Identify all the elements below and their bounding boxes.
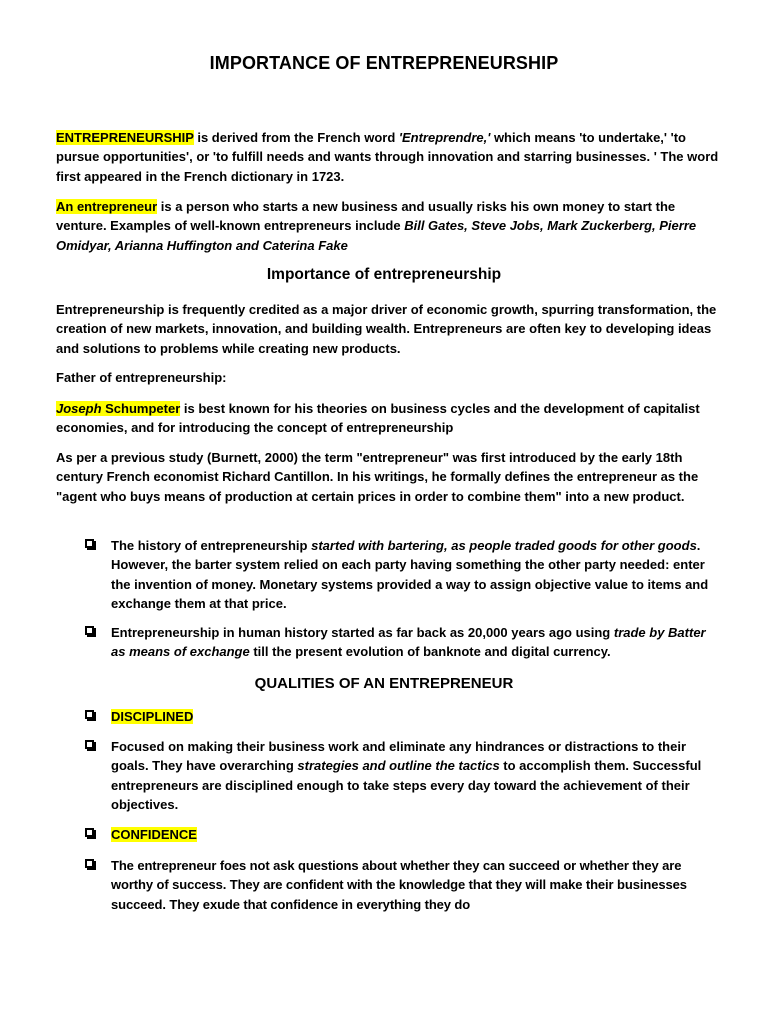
checkbox-bullet-icon <box>85 740 94 749</box>
bullet-confidence-desc: The entrepreneur foes not ask questions about whether they can succeed or whether they are worthy of success. They are confident with the knowledge that they will make their businesses succeed. They exude that confidence in everything they do <box>56 856 720 914</box>
french-word: 'Entreprendre,' <box>398 130 491 145</box>
checkbox-bullet-icon <box>85 710 94 719</box>
bullet-history: The history of entrepreneurship started with bartering, as people traded goods for other goods. However, the barter system relied on each party having something the other party needed: enter the invention of money. Monetary systems provided a way to assign objective value to items and exchange them at that price. <box>56 536 720 613</box>
checkbox-bullet-icon <box>85 626 94 635</box>
paragraph-cantillon: As per a previous study (Burnett, 2000) the term "entrepreneur" was first introduced by the early 18th century French economist Richard Cantillon. In his writings, he formally defines the entrepreneur as the "agent who buys means of production at certain prices in order to combine them" into a new product. <box>56 450 699 504</box>
bullet-disciplined-desc: Focused on making their business work and eliminate any hindrances or distractions to their goals. They have overarching strategies and outline the tactics to accomplish them. Successful entrepreneurs are disciplined enough to take steps every day toward the achievement of their objectives. <box>56 737 720 814</box>
page-title: IMPORTANCE OF ENTREPRENEURSHIP <box>209 53 559 73</box>
quality-label: CONFIDENCE <box>111 827 197 842</box>
paragraph-definition: ENTREPRENEURSHIP is derived from the French word 'Entreprendre,' which means 'to undertake,' 'to pursue opportunities', or 'to fulfill needs and wants through innovation and starring businesses. ' The word first appeared in the French dictionary in 1723. <box>56 130 719 184</box>
highlighted-name: Joseph Schumpeter <box>56 401 181 416</box>
checkbox-bullet-icon <box>85 859 94 868</box>
quality-label: DISCIPLINED <box>111 709 194 724</box>
bullet-human-history: Entrepreneurship in human history started as far back as 20,000 years ago using trade by Batter as means of exchange till the present evolution of banknote and digital currency. <box>56 623 720 662</box>
paragraph-importance: Entrepreneurship is frequently credited as a major driver of economic growth, spurring transformation, the creation of new markets, innovation, and building wealth. Entrepreneurs are often key to developing ideas and solutions to problems while creating new products. <box>56 302 717 356</box>
paragraph-entrepreneur: An entrepreneur is a person who starts a new business and usually risks his own money to start the venture. Examples of well-known entrepreneurs include Bill Gates, Steve Jobs, Mark Zuckerberg, Pierre Omidyar, Arianna Huffington and Caterina Fake <box>56 199 697 253</box>
bullet-confidence <box>56 825 720 844</box>
bullet-disciplined <box>56 707 720 726</box>
section-subtitle: Importance of entrepreneurship <box>266 266 502 283</box>
checkbox-bullet-icon <box>85 539 94 548</box>
paragraph-schumpeter: Joseph Schumpeter is best known for his theories on business cycles and the development of capitalist economies, and for introducing the concept of entrepreneurship <box>56 401 700 436</box>
checkbox-bullet-icon <box>85 828 94 837</box>
highlighted-term: ENTREPRENEURSHIP <box>56 130 194 145</box>
highlighted-term: An entrepreneur <box>56 199 158 214</box>
qualities-title: QUALITIES OF AN ENTREPRENEUR <box>254 675 514 692</box>
paragraph-father-label: Father of entrepreneurship: <box>56 370 227 385</box>
entrepreneur-names: Bill Gates, Steve Jobs, Mark Zuckerberg, Pierre Omidyar, Arianna Huffington and Caterina Fake <box>56 218 697 253</box>
